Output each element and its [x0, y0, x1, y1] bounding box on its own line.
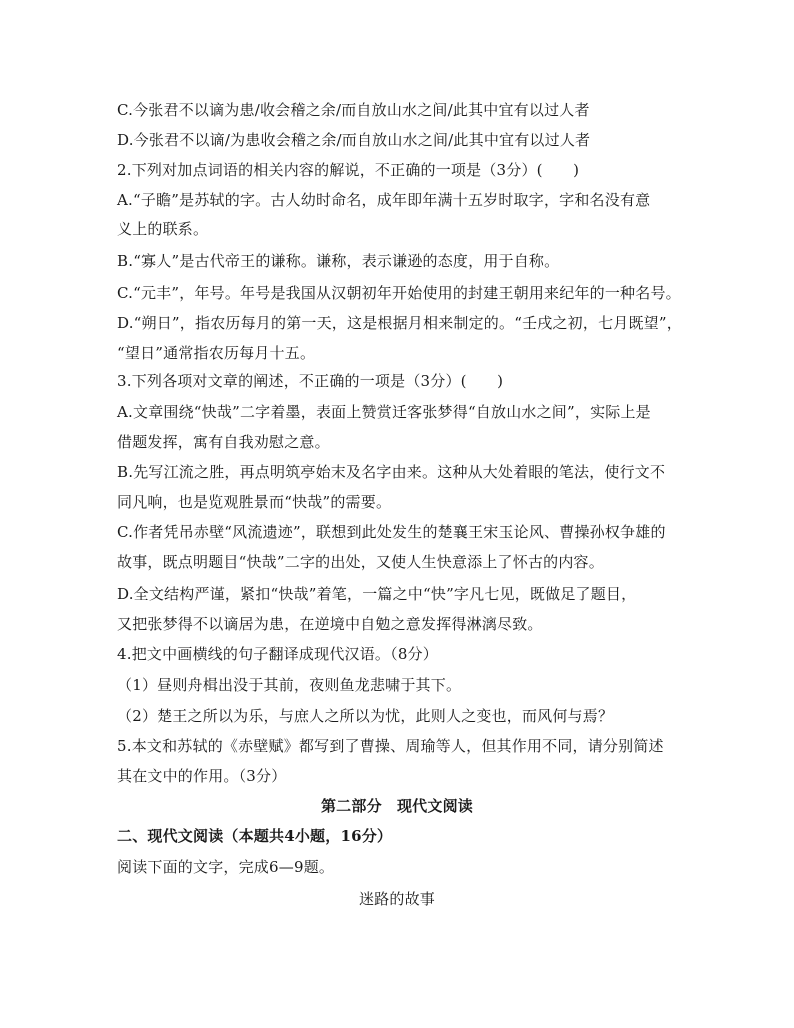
q2-option-b: B.“寡人”是古代帝王的谦称。谦称，表示谦逊的态度，用于自称。	[117, 252, 560, 270]
q3-option-c: C.作者凭吊赤壁“风流遗迹”，联想到此处发生的楚襄王宋玉论风、曹操孙权争雄的	[117, 523, 666, 541]
q3-option-d-cont: 又把张梦得不以谪居为患，在逆境中自勉之意发挥得淋漓尽致。	[117, 615, 543, 633]
part-heading: 第二部分 现代文阅读	[320, 797, 473, 815]
option-c-line: C.今张君不以谪为患/收会稽之余/而自放山水之间/此其中宜有以过人者	[117, 101, 590, 119]
q2-option-d-cont: “望日”通常指农历每月十五。	[117, 344, 316, 362]
q3-option-c-cont: 故事，既点明题目“快哉”二字的出处，又使人生快意添上了怀古的内容。	[117, 553, 604, 571]
article-title: 迷路的故事	[358, 890, 435, 908]
q2-option-a: A.“子瞻”是苏轼的字。古人幼时命名，成年即年满十五岁时取字，字和名没有意	[117, 191, 651, 209]
q3-option-b-cont: 同凡响，也是览观胜景而“快哉”的需要。	[117, 493, 392, 511]
q4-sentence-2: （2）楚王之所以为乐，与庶人之所以为忧，此则人之变也，而风何与焉？	[117, 707, 614, 725]
q4-sentence-1: （1）昼则舟楫出没于其前，夜则鱼龙悲啸于其下。	[117, 676, 462, 694]
question-4: 4.把文中画横线的句子翻译成现代汉语。（8分）	[117, 645, 438, 663]
q2-option-c: C.“元丰”，年号。年号是我国从汉朝初年开始使用的封建王朝用来纪年的一种名号。	[117, 284, 681, 302]
option-d-line: D.今张君不以谪/为患收会稽之余/而自放山水之间/此其中宜有以过人者	[117, 131, 591, 149]
q3-option-a-cont: 借题发挥，寓有自我劝慰之意。	[117, 433, 330, 451]
q3-option-b: B.先写江流之胜，再点明筑亭始末及名字由来。这种从大处着眼的笔法，使行文不	[117, 463, 666, 481]
section-heading: 二、现代文阅读（本题共4小题，16分）	[117, 827, 393, 845]
question-3: 3.下列各项对文章的阐述，不正确的一项是（3分）( )	[117, 372, 504, 390]
question-5-cont: 其在文中的作用。（3分）	[117, 767, 287, 785]
q3-option-d: D.全文结构严谨，紧扣“快哉”着笔，一篇之中“快”字凡七见，既做足了题目，	[117, 585, 637, 603]
question-2: 2.下列对加点词语的相关内容的解说，不正确的一项是（3分）( )	[117, 161, 580, 179]
reading-instruction: 阅读下面的文字，完成6—9题。	[117, 858, 335, 876]
q2-option-a-cont: 义上的联系。	[117, 220, 209, 238]
question-5: 5.本文和苏轼的《赤壁赋》都写到了曹操、周瑜等人，但其作用不同，请分别简述	[117, 737, 664, 755]
q3-option-a: A.文章围绕“快哉”二字着墨，表面上赞赏迁客张梦得“自放山水之间”，实际上是	[117, 403, 651, 421]
q2-option-d: D.“朔日”，指农历每月的第一天，这是根据月相来制定的。“壬戌之初，七月既望”，	[117, 314, 682, 332]
